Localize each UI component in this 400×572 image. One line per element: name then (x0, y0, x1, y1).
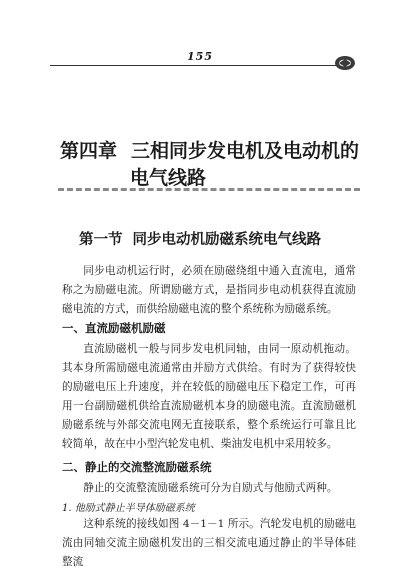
section-number: 第一节 (79, 231, 123, 248)
part2-paragraph: 静止的交流整流励磁系统可分为自励式与他励式两种。 (83, 482, 338, 494)
chapter-title (60, 138, 360, 192)
chapter-number: 第四章 (60, 140, 118, 162)
part2-heading: 二、静止的交流整流励磁系统 (62, 460, 212, 474)
book-ornament-icon (334, 52, 356, 74)
part2-paragraph2-block (62, 515, 356, 572)
part1-paragraph-block (62, 340, 356, 454)
part1-paragraph: 直流励磁机一般与同步发电机同轴，由同一原动机拖动。其本身所需励磁电流通常由并励方式供给。有时为了获得较快的励磁电压上升速度，并在较低的励磁电压下稳定工作，可再用一台副励磁机供给直流励磁机本身的励磁电流。直流励磁机励磁系统与外部交流电网无直接联系，整个系统运行可靠且比较简单，故在中小型汽轮发电机、柴油发电机中采用较多。 (62, 343, 356, 450)
dashed-divider (58, 188, 360, 191)
section-title-text: 同步电动机励磁系统电气线路 (132, 231, 321, 248)
intro-paragraph-block (62, 262, 356, 319)
chapter-title-line2: 电气线路 (130, 167, 207, 189)
part2-subheading: 1. 他励式静止半导体励磁系统 (62, 503, 195, 514)
part2-paragraph-block (62, 479, 356, 498)
chapter-title-line1: 三相同步发电机及电动机的 (131, 140, 360, 162)
header-rule (50, 65, 338, 66)
section-title (0, 228, 400, 249)
intro-paragraph: 同步电动机运行时，必须在励磁绕组中通入直流电，通常称之为励磁电流。所谓励磁方式，是指同步电动机获得直流励磁电流的方式，而供给励磁电流的整个系统称为励磁系统。 (62, 265, 356, 315)
page-number: 155 (187, 50, 213, 63)
part2-paragraph2: 这种系统的接线如图 4－1－1 所示。汽轮发电机的励磁电流由同轴交流主励磁机发出的三相交流电通过静止的半导体硅整流 (62, 518, 356, 568)
part1-heading: 一、直流励磁机励磁 (62, 321, 166, 335)
